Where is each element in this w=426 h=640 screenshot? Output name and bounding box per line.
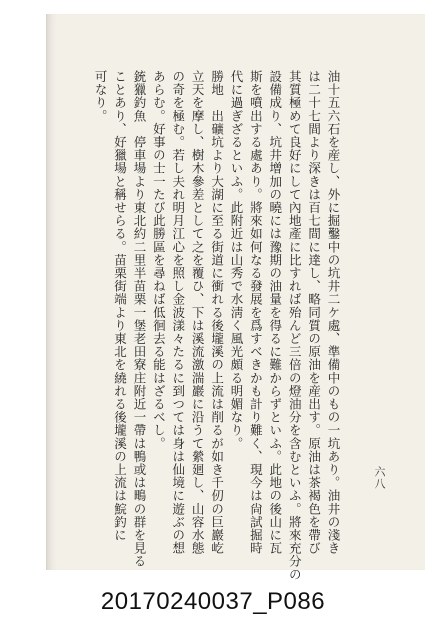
text-line: 設備成り、坑井增加の曉には豫期の油量を得るに難からずといふ。此地の後山に瓦 bbox=[267, 70, 283, 555]
text-line: 可なり。 bbox=[93, 70, 109, 123]
text-line: 斯を噴出する處あり。將來如何なる發展を爲すべきかも計り難く、現今は尙試掘時 bbox=[248, 70, 264, 555]
text-line: ことあり、好獵場と稱せらる。苗栗街端より東北を繞れる後壠溪の上流は鯇釣に bbox=[112, 70, 128, 542]
text-line: 代に過ぎざるといふ。此附近は山秀で水淸く風光頗る明媚なり。 bbox=[228, 70, 244, 450]
text-line: 勝地 出礦坑より大湖に至る街道に衝れる後壠溪の上流は削るが如き千仞の巨巖屹 bbox=[209, 70, 225, 555]
text-line: の奇を極む。若し夫れ明月江心を照し金波漾々たるに到つては身は仙境に遊ぶの想 bbox=[170, 70, 186, 555]
text-line: 立天を摩し、樹木參差として之を覆ひ、下は溪流激湍巖に沿うて縈廻し、山容水態 bbox=[190, 70, 206, 555]
image-caption: 20170240037_P086 bbox=[100, 588, 326, 615]
body-text bbox=[91, 70, 343, 581]
text-line: 油十五六石を産し、外に掘鑿中の坑井二ケ處、準備中のもの一坑あり。油井の淺き bbox=[326, 70, 341, 555]
text-line: あらむ。好事の士一たび此勝區を尋ねば低徊去る能はざるべし。 bbox=[151, 70, 167, 450]
text-line: 銃獵釣魚 停車場より東北約二里半苗栗一堡老田寮庄附近一帶は鴨或は鴫の群を見る bbox=[131, 70, 147, 568]
text-line: は二十七間より深きは百七間に達し、略同質の原油を産出す。原油は茶褐色を帶び bbox=[306, 70, 322, 555]
book-page bbox=[46, 14, 425, 581]
text-line: 其質極めて良好にして內地產に比すれば殆んど三倍の燈油分を含むといふ。將來充分の bbox=[287, 70, 303, 581]
page-number: 六八 bbox=[373, 466, 386, 490]
